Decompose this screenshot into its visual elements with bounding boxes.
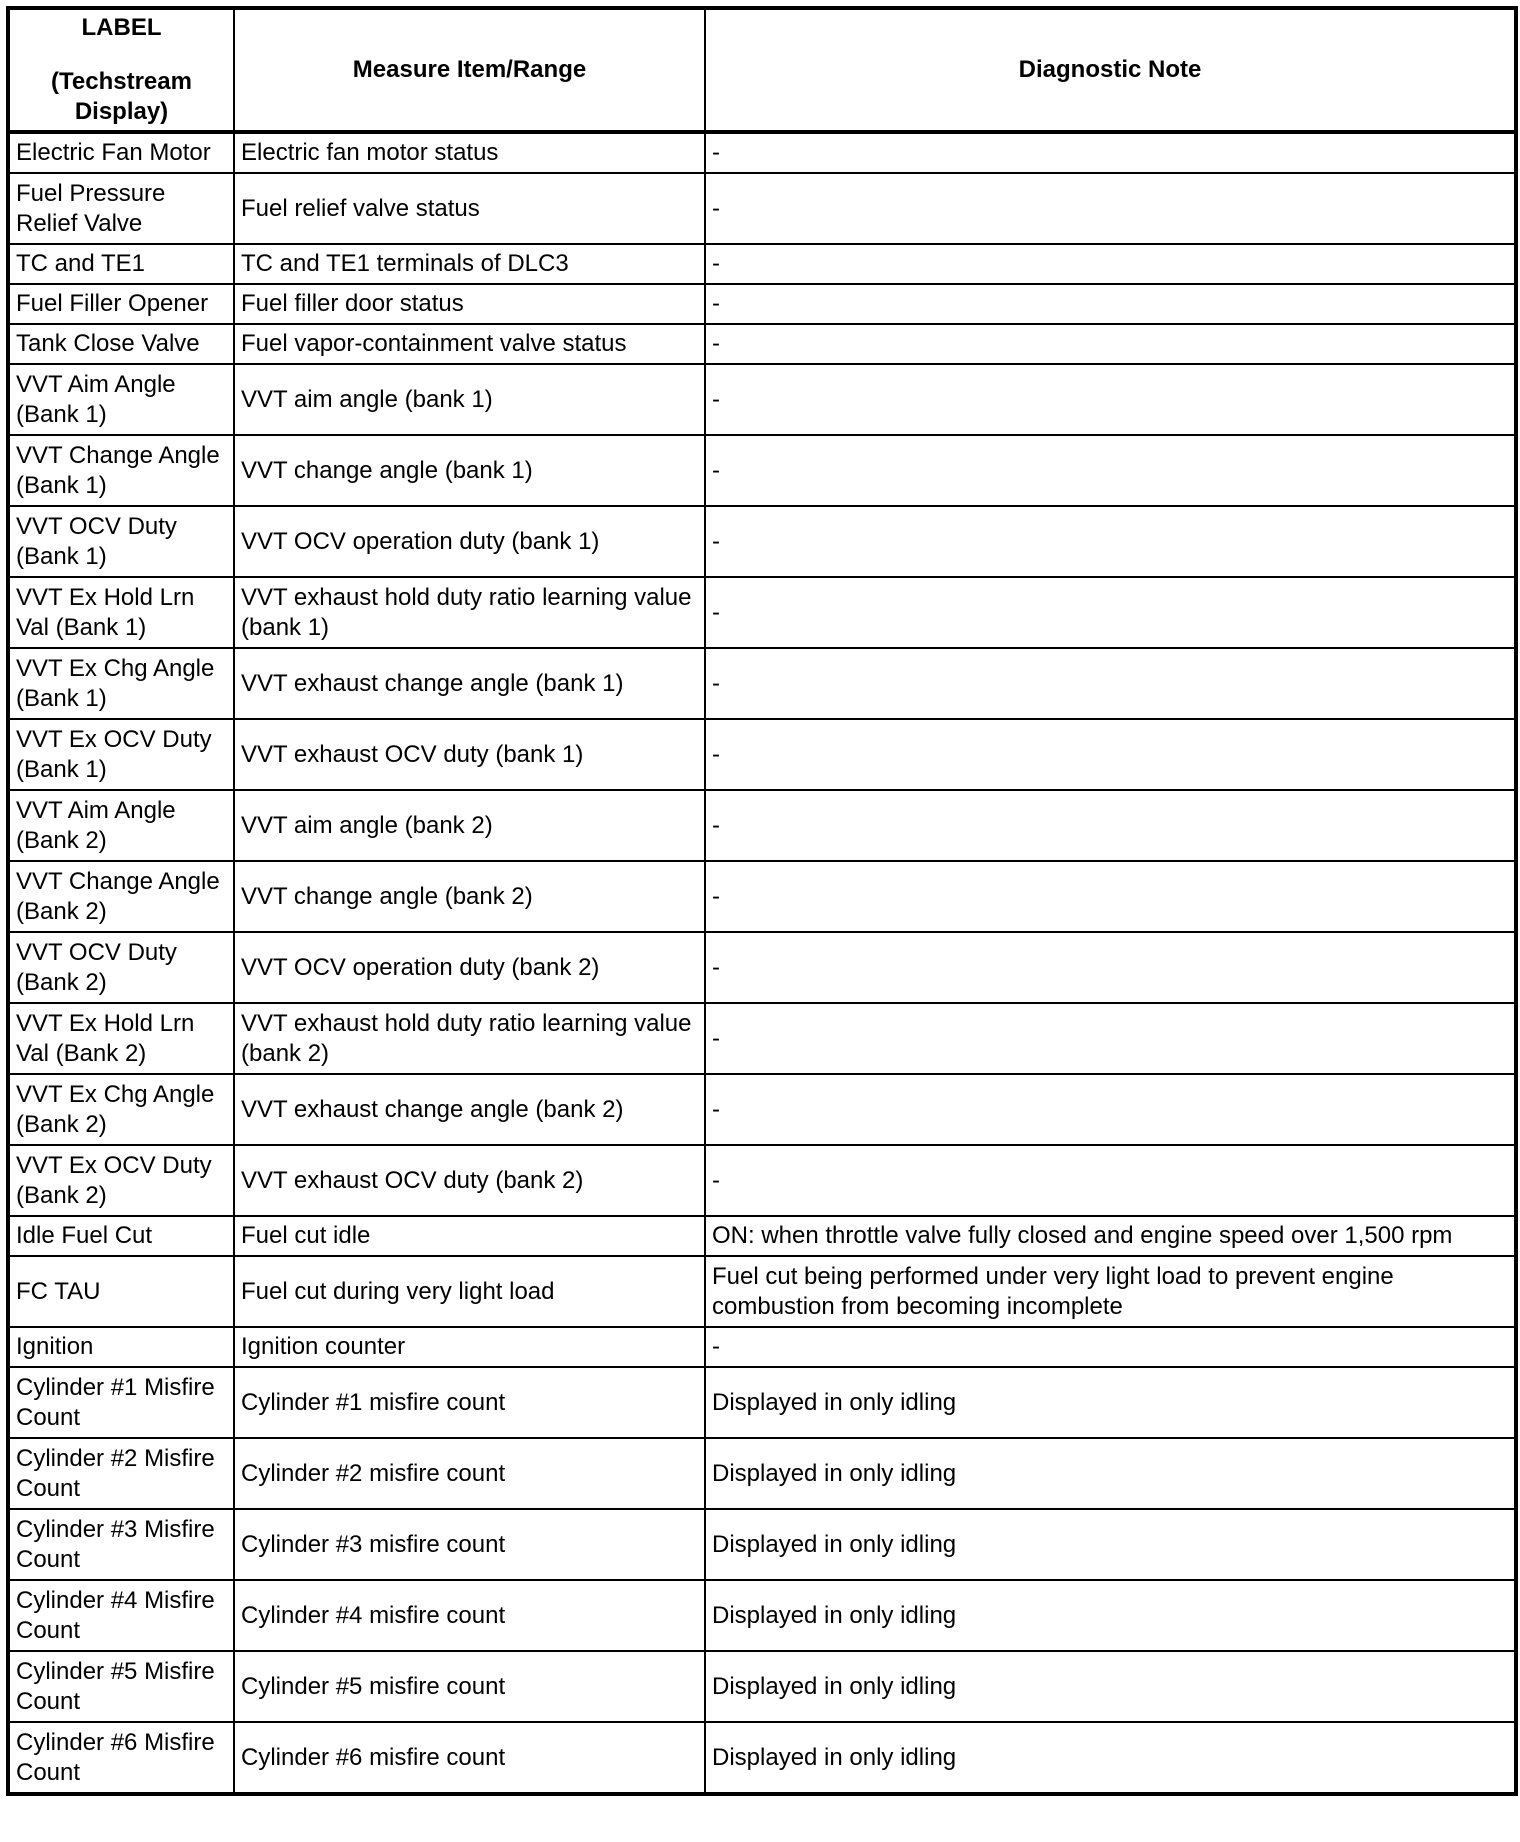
table-row [8,1651,1516,1722]
cell-note: - [705,435,1516,506]
cell-measure: VVT OCV operation duty (bank 2) [234,932,705,1003]
cell-measure: Cylinder #5 misfire count [234,1651,705,1722]
cell-note: Fuel cut being performed under very light load to prevent engine combustion from becoming incomplete [705,1256,1516,1327]
cell-note: - [705,1074,1516,1145]
cell-measure: VVT exhaust hold duty ratio learning value (bank 2) [234,1003,705,1074]
cell-label: VVT Aim Angle (Bank 1) [8,364,234,435]
cell-label: VVT Change Angle (Bank 1) [8,435,234,506]
table-row [8,1438,1516,1509]
table-row [8,861,1516,932]
header-measure: Measure Item/Range [234,8,705,132]
cell-measure: Ignition counter [234,1327,705,1367]
table-row [8,364,1516,435]
cell-label: FC TAU [8,1256,234,1327]
table-row [8,648,1516,719]
header-label [8,8,234,132]
table-row [8,244,1516,284]
table-row [8,1367,1516,1438]
table-row [8,1327,1516,1367]
cell-note: - [705,284,1516,324]
table-row [8,1580,1516,1651]
cell-note: - [705,324,1516,364]
cell-note: - [705,132,1516,173]
cell-measure: VVT exhaust change angle (bank 1) [234,648,705,719]
cell-measure: Cylinder #2 misfire count [234,1438,705,1509]
cell-measure: Fuel relief valve status [234,173,705,244]
cell-note: - [705,1145,1516,1216]
table-row [8,506,1516,577]
cell-label: VVT OCV Duty (Bank 2) [8,932,234,1003]
cell-measure: VVT exhaust OCV duty (bank 1) [234,719,705,790]
cell-label: VVT Ex OCV Duty (Bank 2) [8,1145,234,1216]
table-row [8,284,1516,324]
cell-note: - [705,861,1516,932]
cell-label: TC and TE1 [8,244,234,284]
cell-measure: VVT exhaust hold duty ratio learning value (bank 1) [234,577,705,648]
cell-measure: Fuel vapor-containment valve status [234,324,705,364]
cell-note: Displayed in only idling [705,1438,1516,1509]
cell-note: - [705,577,1516,648]
cell-label: VVT Ex Hold Lrn Val (Bank 1) [8,577,234,648]
cell-label: VVT Aim Angle (Bank 2) [8,790,234,861]
cell-measure: VVT exhaust change angle (bank 2) [234,1074,705,1145]
cell-measure: VVT exhaust OCV duty (bank 2) [234,1145,705,1216]
table-row [8,577,1516,648]
header-row [8,8,1516,132]
table-row [8,1216,1516,1256]
cell-note: - [705,1327,1516,1367]
cell-label: VVT Ex Chg Angle (Bank 2) [8,1074,234,1145]
table-row [8,1074,1516,1145]
cell-measure: Electric fan motor status [234,132,705,173]
cell-note: - [705,173,1516,244]
cell-note: - [705,719,1516,790]
table-row [8,1722,1516,1794]
cell-measure: VVT change angle (bank 1) [234,435,705,506]
table-row [8,324,1516,364]
cell-measure: VVT change angle (bank 2) [234,861,705,932]
cell-label: Cylinder #4 Misfire Count [8,1580,234,1651]
table-body [8,132,1516,1794]
cell-measure: TC and TE1 terminals of DLC3 [234,244,705,284]
cell-note: - [705,244,1516,284]
cell-measure: Cylinder #4 misfire count [234,1580,705,1651]
cell-measure: Cylinder #6 misfire count [234,1722,705,1794]
data-list-sheet [6,6,1514,1796]
table-row [8,1509,1516,1580]
table-row [8,435,1516,506]
table-row [8,132,1516,173]
cell-measure: Cylinder #3 misfire count [234,1509,705,1580]
cell-label: Cylinder #2 Misfire Count [8,1438,234,1509]
cell-measure: VVT aim angle (bank 2) [234,790,705,861]
cell-note: Displayed in only idling [705,1509,1516,1580]
cell-note: - [705,932,1516,1003]
cell-measure: Cylinder #1 misfire count [234,1367,705,1438]
cell-note: Displayed in only idling [705,1722,1516,1794]
cell-note: ON: when throttle valve fully closed and engine speed over 1,500 rpm [705,1216,1516,1256]
cell-note: - [705,648,1516,719]
cell-label: VVT Ex Chg Angle (Bank 1) [8,648,234,719]
table-header [8,8,1516,132]
table-row [8,1145,1516,1216]
cell-label: Electric Fan Motor [8,132,234,173]
cell-measure: Fuel cut during very light load [234,1256,705,1327]
cell-note: Displayed in only idling [705,1651,1516,1722]
cell-note: Displayed in only idling [705,1367,1516,1438]
cell-label: VVT Change Angle (Bank 2) [8,861,234,932]
cell-label: VVT Ex Hold Lrn Val (Bank 2) [8,1003,234,1074]
cell-label: Fuel Filler Opener [8,284,234,324]
cell-label: Ignition [8,1327,234,1367]
table-row [8,173,1516,244]
table-row [8,1003,1516,1074]
cell-label: Cylinder #5 Misfire Count [8,1651,234,1722]
cell-measure: Fuel filler door status [234,284,705,324]
header-note: Diagnostic Note [705,8,1516,132]
cell-measure: VVT OCV operation duty (bank 1) [234,506,705,577]
cell-measure: Fuel cut idle [234,1216,705,1256]
table-row [8,719,1516,790]
table-row [8,790,1516,861]
header-label-line1: LABEL [81,14,162,41]
cell-label: Cylinder #3 Misfire Count [8,1509,234,1580]
cell-label: VVT OCV Duty (Bank 1) [8,506,234,577]
header-label-line3: Display) [74,98,169,125]
cell-note: - [705,1003,1516,1074]
header-label-line2: (Techstream [51,68,192,95]
cell-label: Tank Close Valve [8,324,234,364]
cell-note: Displayed in only idling [705,1580,1516,1651]
cell-label: Fuel Pressure Relief Valve [8,173,234,244]
cell-label: Cylinder #6 Misfire Count [8,1722,234,1794]
table-row [8,1256,1516,1327]
cell-note: - [705,364,1516,435]
cell-note: - [705,790,1516,861]
cell-note: - [705,506,1516,577]
cell-label: Cylinder #1 Misfire Count [8,1367,234,1438]
data-list-table [6,6,1518,1796]
table-row [8,932,1516,1003]
cell-label: Idle Fuel Cut [8,1216,234,1256]
cell-measure: VVT aim angle (bank 1) [234,364,705,435]
cell-label: VVT Ex OCV Duty (Bank 1) [8,719,234,790]
